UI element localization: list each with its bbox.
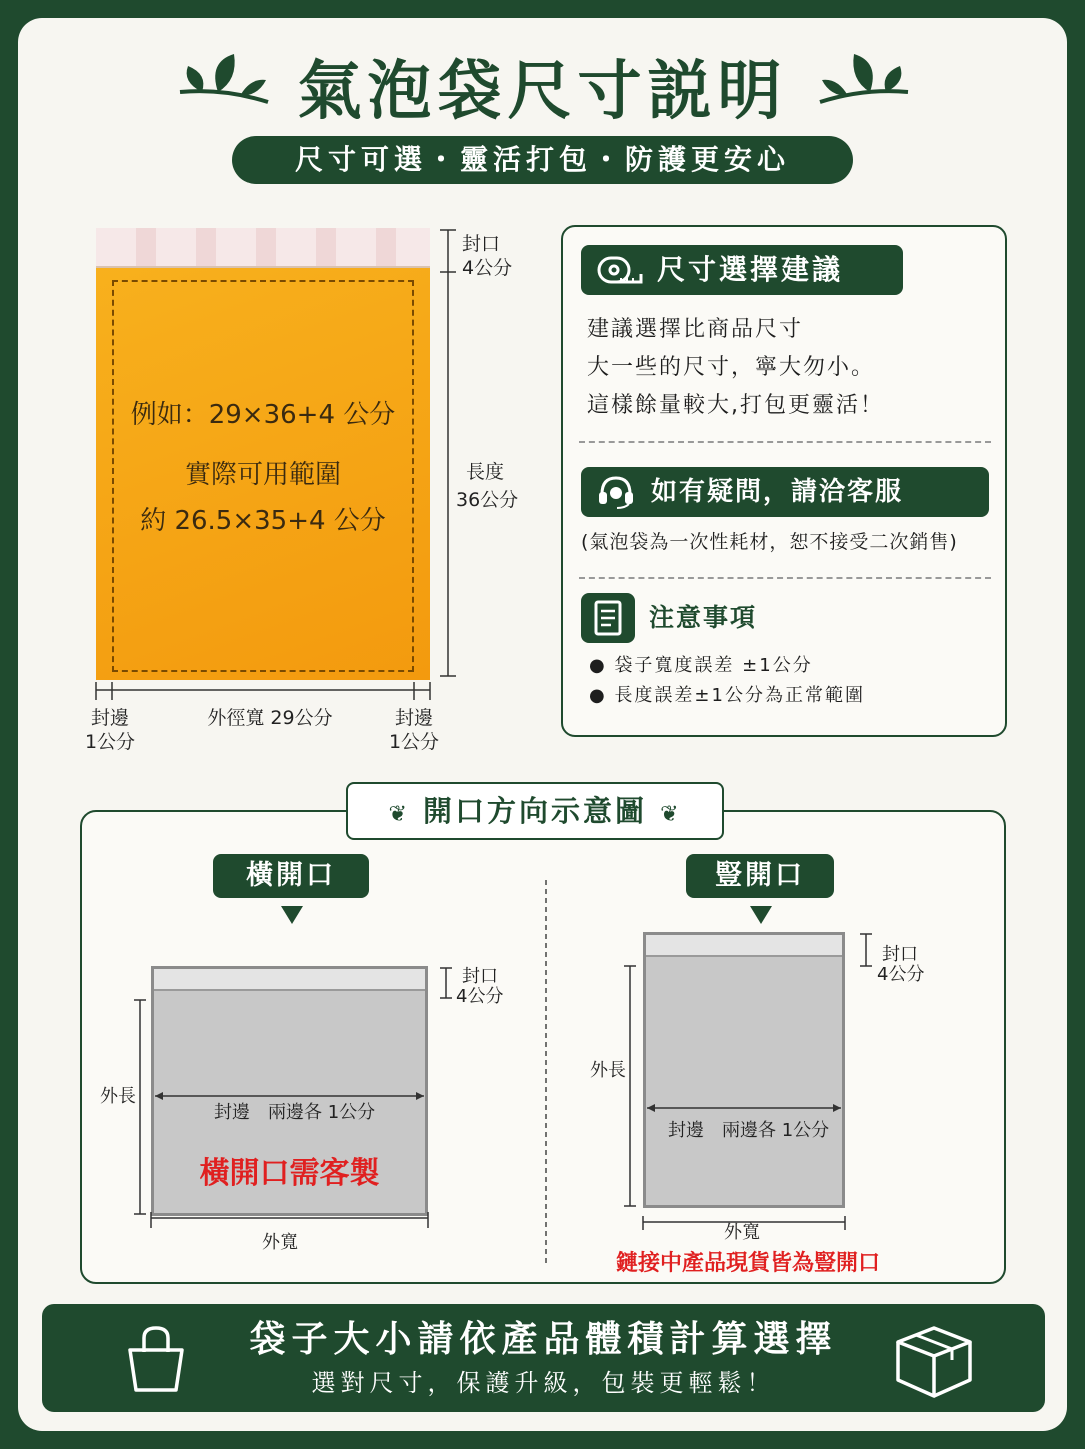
footer-main: 袋子大小請依產品體積計算選擇 [249, 1319, 838, 1360]
v-stock-note: 鏈接中產品現貨皆為豎開口 [615, 1251, 880, 1276]
advice-line-2: 大一些的尺寸，寧大勿小。 [587, 355, 876, 380]
size-advice-header [581, 245, 903, 295]
h-edge-text: 封邊 兩邊各 1公分 [214, 1102, 376, 1123]
footer-sub: 選對尺寸，保護升級，包裝更輕鬆！ [311, 1369, 776, 1397]
edge-right-label: 封邊 [394, 707, 433, 729]
footer-banner [42, 1304, 1045, 1412]
notice-item: ● 袋子寬度誤差 ±1公分 [589, 655, 813, 676]
advice-line-3: 這樣餘量較大,打包更靈活！ [587, 393, 884, 418]
length-label: 長度 [466, 461, 505, 483]
edge-left-value: 1公分 [84, 731, 136, 753]
v-seal-value: 4公分 [877, 964, 925, 985]
notice-item-text: 長度誤差±1公分為正常範圍 [614, 685, 865, 706]
edge-left-label: 封邊 [90, 707, 129, 729]
opening-title-box [346, 782, 724, 840]
subtitle-pill: 尺寸可選・靈活打包・防護更安心 [232, 136, 853, 184]
edge-right-value: 1公分 [388, 731, 440, 753]
h-length-label: 外長 [100, 1086, 136, 1107]
opening-title: 開口方向示意圖 [422, 794, 647, 828]
h-seal-value: 4公分 [456, 986, 504, 1007]
v-length-label: 外長 [590, 1060, 626, 1081]
seal-value: 4公分 [462, 257, 513, 279]
notepad-icon [581, 593, 635, 643]
tips-panel [561, 225, 1007, 737]
leaf-icon: ❦ [388, 802, 410, 827]
seal-label: 封口 [462, 233, 501, 255]
outer-width-label: 外徑寬 29公分 [207, 707, 333, 729]
notice-title: 注意事項 [649, 603, 758, 632]
box-icon [892, 1320, 976, 1400]
example-size: 例如：29×36+4 公分 [130, 400, 396, 430]
horizontal-tag: 橫開口 [213, 854, 369, 898]
service-header [581, 467, 989, 517]
h-width-label: 外寬 [262, 1232, 298, 1253]
usable-size: 約 26.5×35+4 公分 [140, 506, 386, 536]
headset-icon [597, 474, 635, 510]
service-note: (氣泡袋為一次性耗材，恕不接受二次銷售) [581, 531, 958, 553]
service-title: 如有疑問，請洽客服 [651, 477, 904, 507]
leaf-icon: ❦ [660, 802, 682, 827]
advice-line-1: 建議選擇比商品尺寸 [587, 317, 804, 342]
arrow-down-icon [281, 906, 303, 924]
vertical-dimension-lines [560, 920, 1085, 1240]
length-value: 36公分 [456, 489, 519, 511]
size-advice-title: 尺寸選擇建議 [657, 253, 844, 286]
divider [579, 577, 991, 579]
notice-item-text: 袋子寬度誤差 ±1公分 [614, 655, 813, 676]
v-seal-label: 封口 [882, 944, 918, 965]
tape-measure-icon [597, 254, 643, 286]
divider [579, 441, 991, 443]
vertical-tag: 豎開口 [686, 854, 834, 898]
v-edge-text: 封邊 兩邊各 1公分 [668, 1120, 830, 1141]
notice-item: ● 長度誤差±1公分為正常範圍 [589, 685, 865, 706]
v-width-label: 外寬 [724, 1222, 760, 1243]
h-seal-label: 封口 [462, 966, 498, 987]
usable-label: 實際可用範圍 [184, 460, 341, 490]
h-custom-text: 橫開口需客製 [199, 1156, 380, 1191]
page-title: 氣泡袋尺寸説明 [297, 54, 788, 129]
